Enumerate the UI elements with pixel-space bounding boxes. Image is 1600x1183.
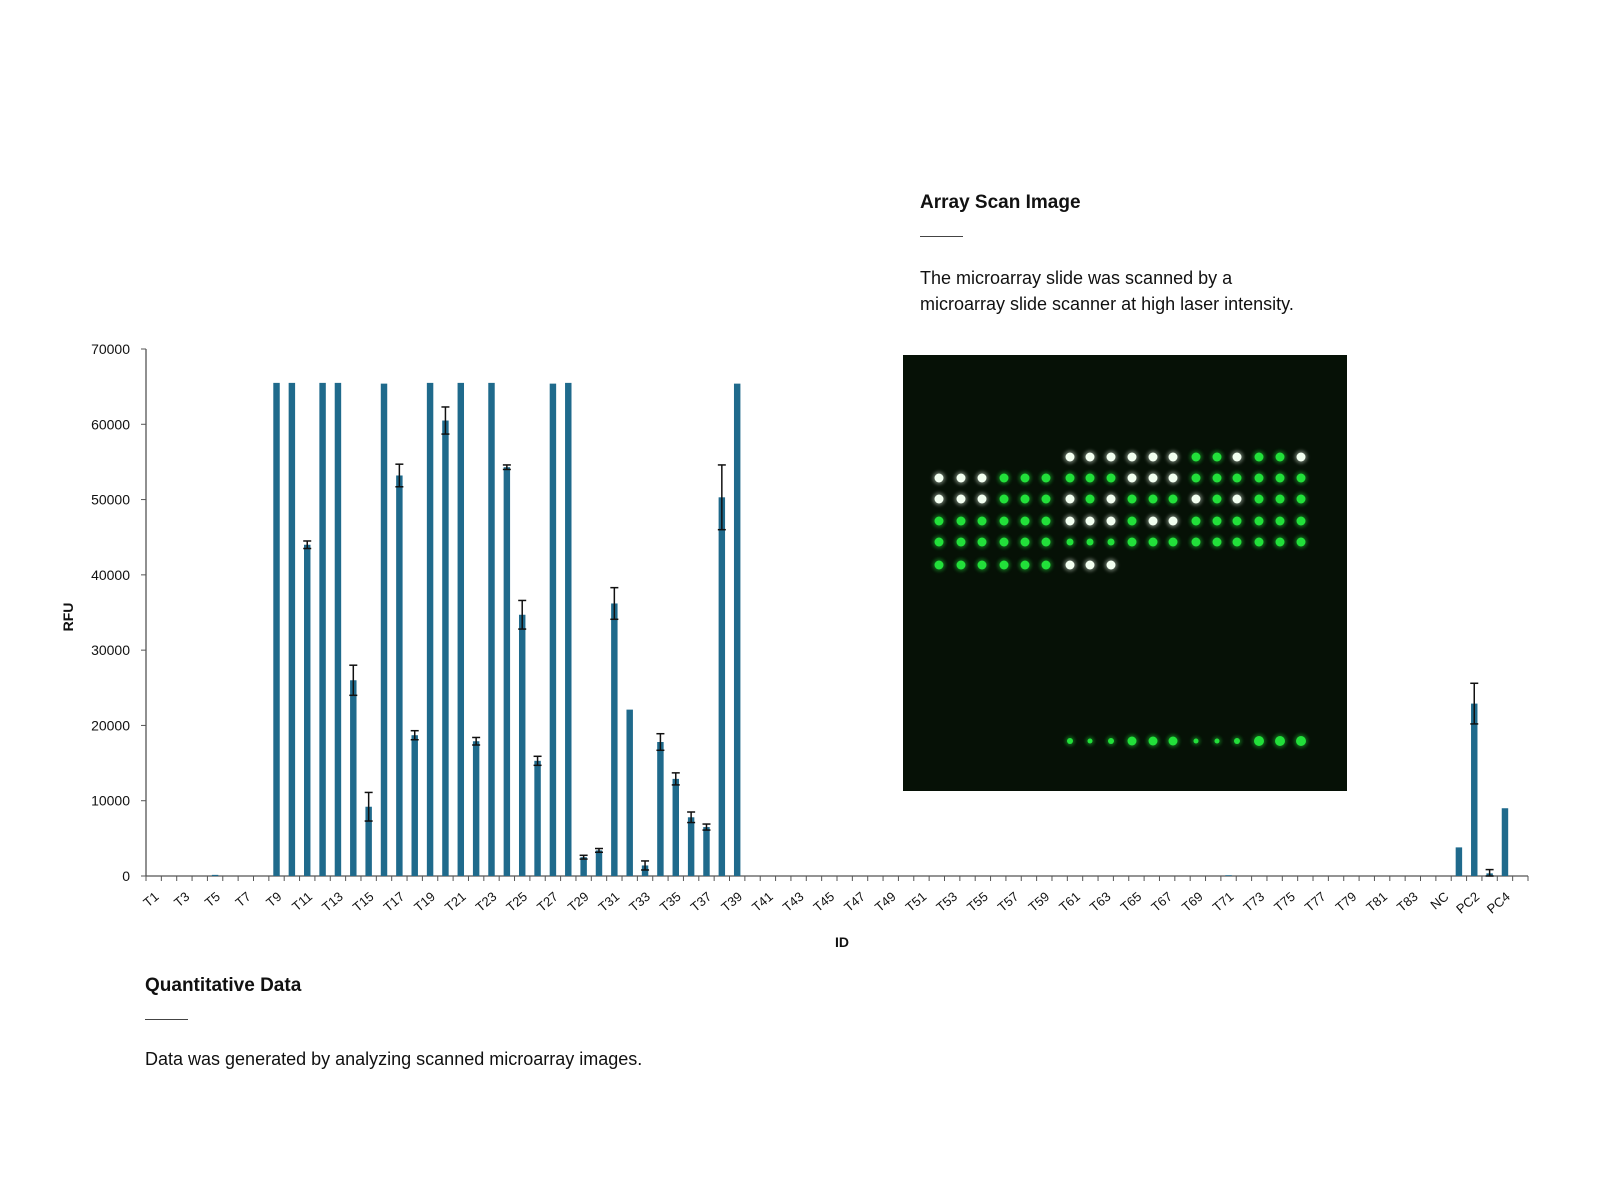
bar-PC2	[1471, 704, 1477, 876]
x-tick-label: T47	[841, 888, 868, 915]
array-spot	[1086, 517, 1095, 526]
array-spot	[1255, 538, 1264, 547]
array-spot	[978, 561, 987, 570]
bar-T32	[626, 710, 632, 876]
bar-T23	[488, 383, 494, 876]
array-spot	[1213, 538, 1222, 547]
array-spot	[1233, 474, 1242, 483]
array-spot	[1192, 474, 1201, 483]
x-tick-label: T55	[964, 888, 991, 915]
array-spot	[1000, 561, 1009, 570]
y-tick-label: 40000	[91, 566, 130, 583]
array-spot	[1128, 474, 1137, 483]
bar-T39	[734, 384, 740, 876]
array-spot	[1066, 453, 1075, 462]
array-scan-image	[903, 355, 1347, 791]
array-spot	[1107, 474, 1116, 483]
array-spot	[1213, 495, 1222, 504]
array-spot	[957, 495, 966, 504]
array-spot	[957, 517, 966, 526]
x-tick-label: T1	[140, 888, 162, 911]
x-tick-label: T9	[263, 888, 285, 911]
array-spot	[1233, 495, 1242, 504]
bar-T36	[688, 817, 694, 876]
x-tick-label: T61	[1056, 888, 1083, 915]
array-spot	[1088, 739, 1093, 744]
array-spot	[1255, 495, 1264, 504]
array-spot	[978, 517, 987, 526]
bar-T38	[719, 497, 725, 876]
array-spot	[1107, 495, 1116, 504]
array-spot	[1067, 539, 1074, 546]
array-spot	[1108, 738, 1114, 744]
array-spot	[1086, 495, 1095, 504]
array-spot	[1255, 474, 1264, 483]
array-spot	[1192, 538, 1201, 547]
y-tick-label: 20000	[91, 717, 130, 734]
array-spot	[1149, 737, 1158, 746]
x-tick-label: T15	[349, 888, 377, 915]
y-tick-label: 0	[122, 868, 130, 884]
x-tick-label: T75	[1271, 888, 1298, 915]
bar-T37	[703, 827, 709, 876]
array-spot	[1128, 538, 1137, 547]
array-spot	[1234, 738, 1240, 744]
bar-T30	[596, 850, 602, 876]
array-spot	[1169, 495, 1178, 504]
array-spot	[1276, 538, 1285, 547]
array-spot	[1087, 539, 1094, 546]
x-tick-label: T7	[232, 888, 254, 911]
array-spot	[1233, 538, 1242, 547]
bar-T14	[350, 680, 356, 876]
array-spot	[1194, 739, 1199, 744]
x-tick-label: T19	[411, 888, 439, 915]
x-tick-label: T49	[871, 888, 899, 915]
scan-section-text-line1: The microarray slide was scanned by a	[920, 268, 1233, 288]
array-spot	[1066, 474, 1075, 483]
y-tick-label: 60000	[91, 416, 130, 433]
x-tick-label: T53	[933, 888, 961, 915]
array-spot	[1275, 736, 1285, 746]
array-spot	[1107, 453, 1116, 462]
x-tick-label: T23	[472, 888, 500, 915]
array-spot	[1297, 538, 1306, 547]
array-spot	[1297, 453, 1306, 462]
x-tick-label: T45	[810, 888, 838, 915]
array-spot	[1276, 517, 1285, 526]
array-spot	[1000, 538, 1009, 547]
array-spot	[957, 474, 966, 483]
bar-T18	[411, 735, 417, 876]
array-spot	[1215, 739, 1220, 744]
x-tick-label: T25	[503, 888, 531, 915]
array-spot	[1066, 517, 1075, 526]
array-spot	[1213, 517, 1222, 526]
array-spot	[935, 474, 944, 483]
microarray-spots	[933, 451, 1309, 749]
array-spot	[1297, 517, 1306, 526]
x-tick-label: T83	[1393, 888, 1421, 915]
array-spot	[1042, 561, 1051, 570]
array-spot	[935, 517, 944, 526]
x-tick-label: T69	[1178, 888, 1206, 915]
x-tick-label: T35	[656, 888, 684, 915]
bar-T35	[673, 779, 679, 876]
array-spot	[1254, 736, 1264, 746]
array-spot	[1169, 538, 1178, 547]
quant-section-title: Quantitative Data	[145, 975, 302, 996]
bar-T19	[427, 383, 433, 876]
array-spot	[1067, 738, 1073, 744]
x-tick-label: NC	[1427, 888, 1452, 913]
x-tick-label: T51	[902, 888, 930, 915]
array-spot	[1000, 517, 1009, 526]
bar-T24	[504, 467, 510, 876]
array-spot	[1086, 453, 1095, 462]
y-tick-label: 50000	[91, 491, 130, 508]
array-spot	[1276, 495, 1285, 504]
array-spot	[1233, 453, 1242, 462]
array-spot	[1021, 561, 1030, 570]
bar-T20	[442, 421, 448, 876]
x-tick-label: PC4	[1483, 888, 1513, 917]
bar-T5	[212, 875, 218, 876]
quant-section-divider	[145, 1019, 188, 1020]
array-spot	[935, 495, 944, 504]
array-spot	[978, 474, 987, 483]
array-spot	[1255, 453, 1264, 462]
bar-T31	[611, 603, 617, 876]
array-spot	[1128, 737, 1137, 746]
array-spot	[1296, 736, 1306, 746]
array-spot	[1213, 474, 1222, 483]
array-spot	[1021, 495, 1030, 504]
array-spot	[1128, 453, 1137, 462]
array-spot	[1128, 517, 1137, 526]
array-spot	[1149, 495, 1158, 504]
array-spot	[1021, 517, 1030, 526]
bar-T34	[657, 742, 663, 876]
array-spot	[1255, 517, 1264, 526]
array-spot	[1066, 561, 1075, 570]
array-spot	[1042, 474, 1051, 483]
x-tick-label: T21	[441, 888, 469, 915]
x-tick-label: T11	[289, 888, 316, 915]
array-spot	[1169, 453, 1178, 462]
bar-T22	[473, 741, 479, 876]
x-tick-label: T63	[1086, 888, 1114, 915]
bar-T21	[458, 383, 464, 876]
array-spot	[1297, 495, 1306, 504]
x-tick-label: T57	[994, 888, 1022, 915]
bar-T16	[381, 384, 387, 876]
y-tick-label: 30000	[91, 642, 130, 659]
array-spot	[1169, 517, 1178, 526]
x-tick-label: T5	[201, 888, 224, 911]
array-spot	[1042, 495, 1051, 504]
array-spot	[1213, 453, 1222, 462]
x-tick-labels	[140, 889, 1513, 917]
x-tick-label: T3	[171, 888, 193, 911]
array-spot	[935, 561, 944, 570]
array-spot	[1276, 453, 1285, 462]
x-tick-label: T77	[1301, 888, 1329, 915]
array-spot	[1108, 539, 1115, 546]
scan-section-title: Array Scan Image	[920, 192, 1081, 213]
array-spot	[1042, 517, 1051, 526]
bar-T25	[519, 615, 525, 876]
array-spot	[1149, 538, 1158, 547]
scan-section-text-line2: microarray slide scanner at high laser intensity.	[920, 294, 1294, 314]
bar-T13	[335, 383, 341, 876]
bar-T12	[319, 383, 325, 876]
bar-T29	[580, 857, 586, 876]
array-spot	[1000, 495, 1009, 504]
array-spot	[1192, 517, 1201, 526]
x-tick-label: T27	[534, 888, 561, 915]
scan-section-divider	[920, 236, 963, 237]
x-tick-label: T37	[687, 888, 715, 915]
x-tick-label: T13	[319, 888, 346, 915]
array-spot	[1021, 538, 1030, 547]
bar-PC4	[1502, 808, 1508, 876]
x-tick-label: T59	[1025, 888, 1053, 915]
x-axis-label: ID	[835, 934, 849, 950]
array-spot	[1276, 474, 1285, 483]
x-tick-label: T33	[626, 888, 653, 915]
bar-T28	[565, 383, 571, 876]
y-axis-label: RFU	[60, 602, 76, 632]
x-tick-label: PC2	[1453, 888, 1483, 917]
array-spot	[1021, 474, 1030, 483]
y-tick-label: 10000	[91, 792, 130, 809]
array-spot	[1042, 538, 1051, 547]
x-tick-label: T71	[1209, 888, 1237, 915]
array-spot	[978, 538, 987, 547]
bar-T10	[289, 383, 295, 876]
array-spot	[978, 495, 987, 504]
x-tick-label: T17	[380, 888, 408, 915]
array-spot	[1233, 517, 1242, 526]
array-spot	[1192, 495, 1201, 504]
x-tick-label: T29	[564, 888, 592, 915]
array-spot	[1149, 453, 1158, 462]
bar-T11	[304, 545, 310, 876]
bar-T17	[396, 475, 402, 876]
array-spot	[957, 538, 966, 547]
array-spot	[935, 538, 944, 547]
array-spot	[1169, 474, 1178, 483]
array-spot	[1107, 517, 1116, 526]
bar-T26	[534, 761, 540, 876]
x-tick-label: T39	[718, 888, 746, 915]
array-spot	[1128, 495, 1137, 504]
array-spot	[957, 561, 966, 570]
array-spot	[1000, 474, 1009, 483]
array-spot	[1149, 517, 1158, 526]
x-tick-label: T41	[749, 888, 776, 915]
array-spot	[1297, 474, 1306, 483]
x-tick-label: T43	[779, 888, 807, 915]
array-spot	[1149, 474, 1158, 483]
x-tick-label: T65	[1117, 888, 1145, 915]
bar-PC1	[1456, 847, 1462, 876]
array-spot	[1066, 495, 1075, 504]
bar-T9	[273, 383, 279, 876]
array-spot	[1107, 561, 1116, 570]
x-tick-label: T73	[1240, 888, 1268, 915]
array-spot	[1169, 737, 1178, 746]
y-tick-labels	[91, 341, 130, 884]
quant-section-text: Data was generated by analyzing scanned microarray images.	[145, 1049, 643, 1069]
x-tick-label: T67	[1148, 888, 1176, 915]
y-tick-label: 70000	[91, 341, 130, 357]
x-tick-label: T31	[595, 888, 623, 915]
x-tick-label: T81	[1363, 888, 1391, 915]
array-spot	[1192, 453, 1201, 462]
bar-T27	[550, 384, 556, 876]
bar-T71	[1225, 875, 1231, 876]
x-tick-label: T79	[1332, 888, 1360, 915]
array-spot	[1086, 561, 1095, 570]
array-spot	[1086, 474, 1095, 483]
